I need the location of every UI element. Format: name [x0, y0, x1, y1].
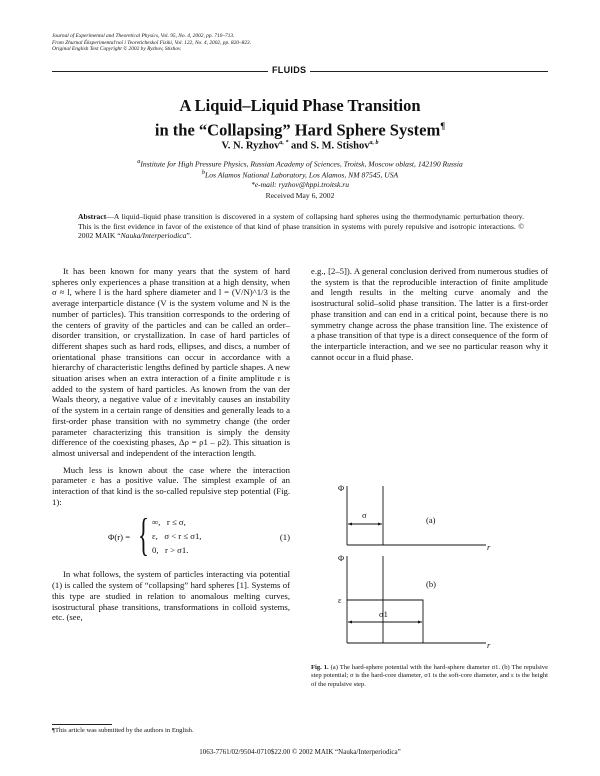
- fig-b-epsilon: ε: [338, 595, 342, 605]
- title-line-2: in the “Collapsing” Hard Sphere System¶: [154, 120, 446, 140]
- fig-b-arrow-right: [418, 621, 422, 624]
- affiliation-a: $^a$Institute for High Pressure Physics, Russian Academy of Sciences, Troitsk, Moscow oblast, 142190 Russia: [137, 158, 463, 169]
- email: *e-mail: ryzhov@hppi.troitsk.ru: [250, 180, 350, 189]
- fig-b-sigma1: σ1: [379, 609, 388, 619]
- author-1-sup: a, *: [279, 140, 289, 146]
- fig-b-axis-r: r: [487, 640, 491, 650]
- footnote: ¶This article was submitted by the authors in English.: [52, 727, 194, 734]
- figure-caption: [311, 664, 548, 689]
- paragraph-4: e.g., [2–5]). A general conclusion derived from numerous studies of the system is that the reproducible interaction of finite amplitude and length results in the melting curve anomaly and the isostructural solid–solid phase transition. The latter is a first-order phase transition and can end in a critical point, because there is no symmetry change across the phase transition line. The existence of a phase transition of that type is a direct consequence of the form of the interparticle interaction, and we see no particular reason why it cannot occur in a fluid phase.: [311, 266, 548, 362]
- author-2-sup: a, b: [369, 140, 379, 146]
- equation-number: (1): [279, 532, 290, 543]
- fig-a-arrow-left: [348, 523, 352, 526]
- footnote-rule: [52, 724, 112, 725]
- journal-header: [52, 33, 251, 53]
- journal-line-1: Journal of Experimental and Theoretical Physics, Vol. 95, No. 4, 2002, pp. 710–713.: [52, 33, 235, 39]
- fig-b-step: [383, 600, 423, 643]
- title-footnote-mark: ¶: [440, 121, 446, 131]
- equation-lhs: Φ(r) =: [108, 532, 131, 543]
- journal-line-2: From Zhurnal Éksperimental'noĭ i Teoreticheskoĭ Fiziki, Vol. 122, No. 4, 2002, pp. 820–823.: [52, 39, 252, 46]
- fig-a-label: (a): [426, 515, 436, 525]
- page-footer: 1063-7761/02/9504-0710$22.00 © 2002 MAIK “Nauka/Interperiodica”: [199, 748, 401, 756]
- paragraph-1: It has been known for many years that the system of hard spheres only experiences a phase transition at a high density, when σ ≈ l, where l is the hard sphere diameter and l = (V/N)^1/3 is the average interparticle distance (V is the system volume and N is the number of particles). This transition corresponds to the ordering of the centers of gravity of the particles and can be called an order–disorder transition, or crystallization. In case of hard particles of different shapes such as hard rods, ellipses, and discs, a number of orientational phase transitions can occur in accordance with a hierarchy of characteristic lengths defined by particle shapes. A new situation arises when an extra interaction of a finite amplitude ε is added to the system of hard particles. As known from the van der Waals theory, a negative value of ε inevitably causes an instability of the system in a certain range of densities and generally leads to a first-order phase transition with no symmetry change (the order parameter characterizing this transition is simply the density difference of the coexisting phases, Δρ = ρ1 – ρ2). This situation is almost universal and independent of the interaction length.: [52, 266, 290, 458]
- journal-line-3: Original English Text Copyright © 2002 by Ryzhov, Stishov.: [52, 46, 182, 53]
- fig-b-label: (b): [426, 579, 436, 589]
- paper-title: [0, 96, 600, 141]
- author-1: V. N. Ryzhov: [221, 140, 280, 152]
- fig-a-axis-r: r: [487, 542, 491, 552]
- equation-case-1: ∞, r ≤ σ,: [152, 517, 186, 528]
- paragraph-2: Much less is known about the case where the interaction parameter ε has a positive value. The simplest example of an interaction of that kind is the so-called repulsive step potential (Fig. 1):: [52, 464, 290, 507]
- authors: [0, 140, 600, 152]
- right-column: [311, 266, 548, 362]
- caption-label: Fig. 1.: [311, 664, 329, 671]
- equation-case-2: ε, σ < r ≤ σ1,: [152, 531, 202, 542]
- figure-1: [311, 480, 548, 658]
- equation-1: [52, 509, 290, 561]
- fig-b-arrow-left: [348, 621, 352, 624]
- received-date: Received May 6, 2002: [265, 191, 335, 200]
- left-column: [52, 266, 290, 623]
- abstract-text: —A liquid–liquid phase transition is discovered in a system of collapsing hard spheres using the thermodynamic perturbation theory. This is the first evidence in favor of the existence of that kind of phase transition in systems with purely repulsive and isotropic interactions. © 2002 MAIK “: [78, 212, 524, 241]
- paragraph-3: In what follows, the system of particles interacting via potential (1) is called the system of “collapsing” hard spheres [1]. Systems of this type are studied in relation to anomalous melting curves, isostructural phase transitions, transformations in colloid systems, etc. (see,: [52, 569, 290, 623]
- title-line-1: A Liquid–Liquid Phase Transition: [179, 96, 421, 115]
- author-connector: and: [288, 140, 311, 152]
- abstract-publisher: Nauka/Interperiodica: [120, 231, 187, 241]
- author-2: S. M. Stishov: [310, 140, 370, 152]
- equation-cases: [152, 515, 201, 557]
- fig-a-arrow-right: [378, 523, 382, 526]
- fig-a-sigma: σ: [362, 510, 367, 520]
- abstract-label: Abstract: [78, 212, 107, 221]
- section-label: FLUIDS: [268, 65, 310, 75]
- affiliation-b: $^b$Los Alamos National Laboratory, Los Alamos, NM 87545, USA: [201, 169, 399, 180]
- fig-a-axis-phi: Φ: [338, 483, 345, 493]
- equation-case-3: 0, r > σ1.: [152, 545, 189, 556]
- equation-brace: {: [138, 509, 150, 561]
- fig-b-axis-phi: Φ: [338, 553, 345, 563]
- caption-text: (a) The hard-sphere potential with the hard-sphere diameter σ1. (b) The repulsive step potential; σ is the hard-core diameter, σ1 is the soft-core diameter, and ε is the height of the repulsive step.: [311, 664, 549, 688]
- abstract: Abstract—A liquid–liquid phase transition is discovered in a system of collapsing hard spheres using the thermodynamic perturbation theory. This is the first evidence in favor of the existence of that kind of phase transition in systems with purely repulsive and isotropic interactions. © 2002 MAIK “Nauka/Interperiodica”.: [78, 212, 524, 241]
